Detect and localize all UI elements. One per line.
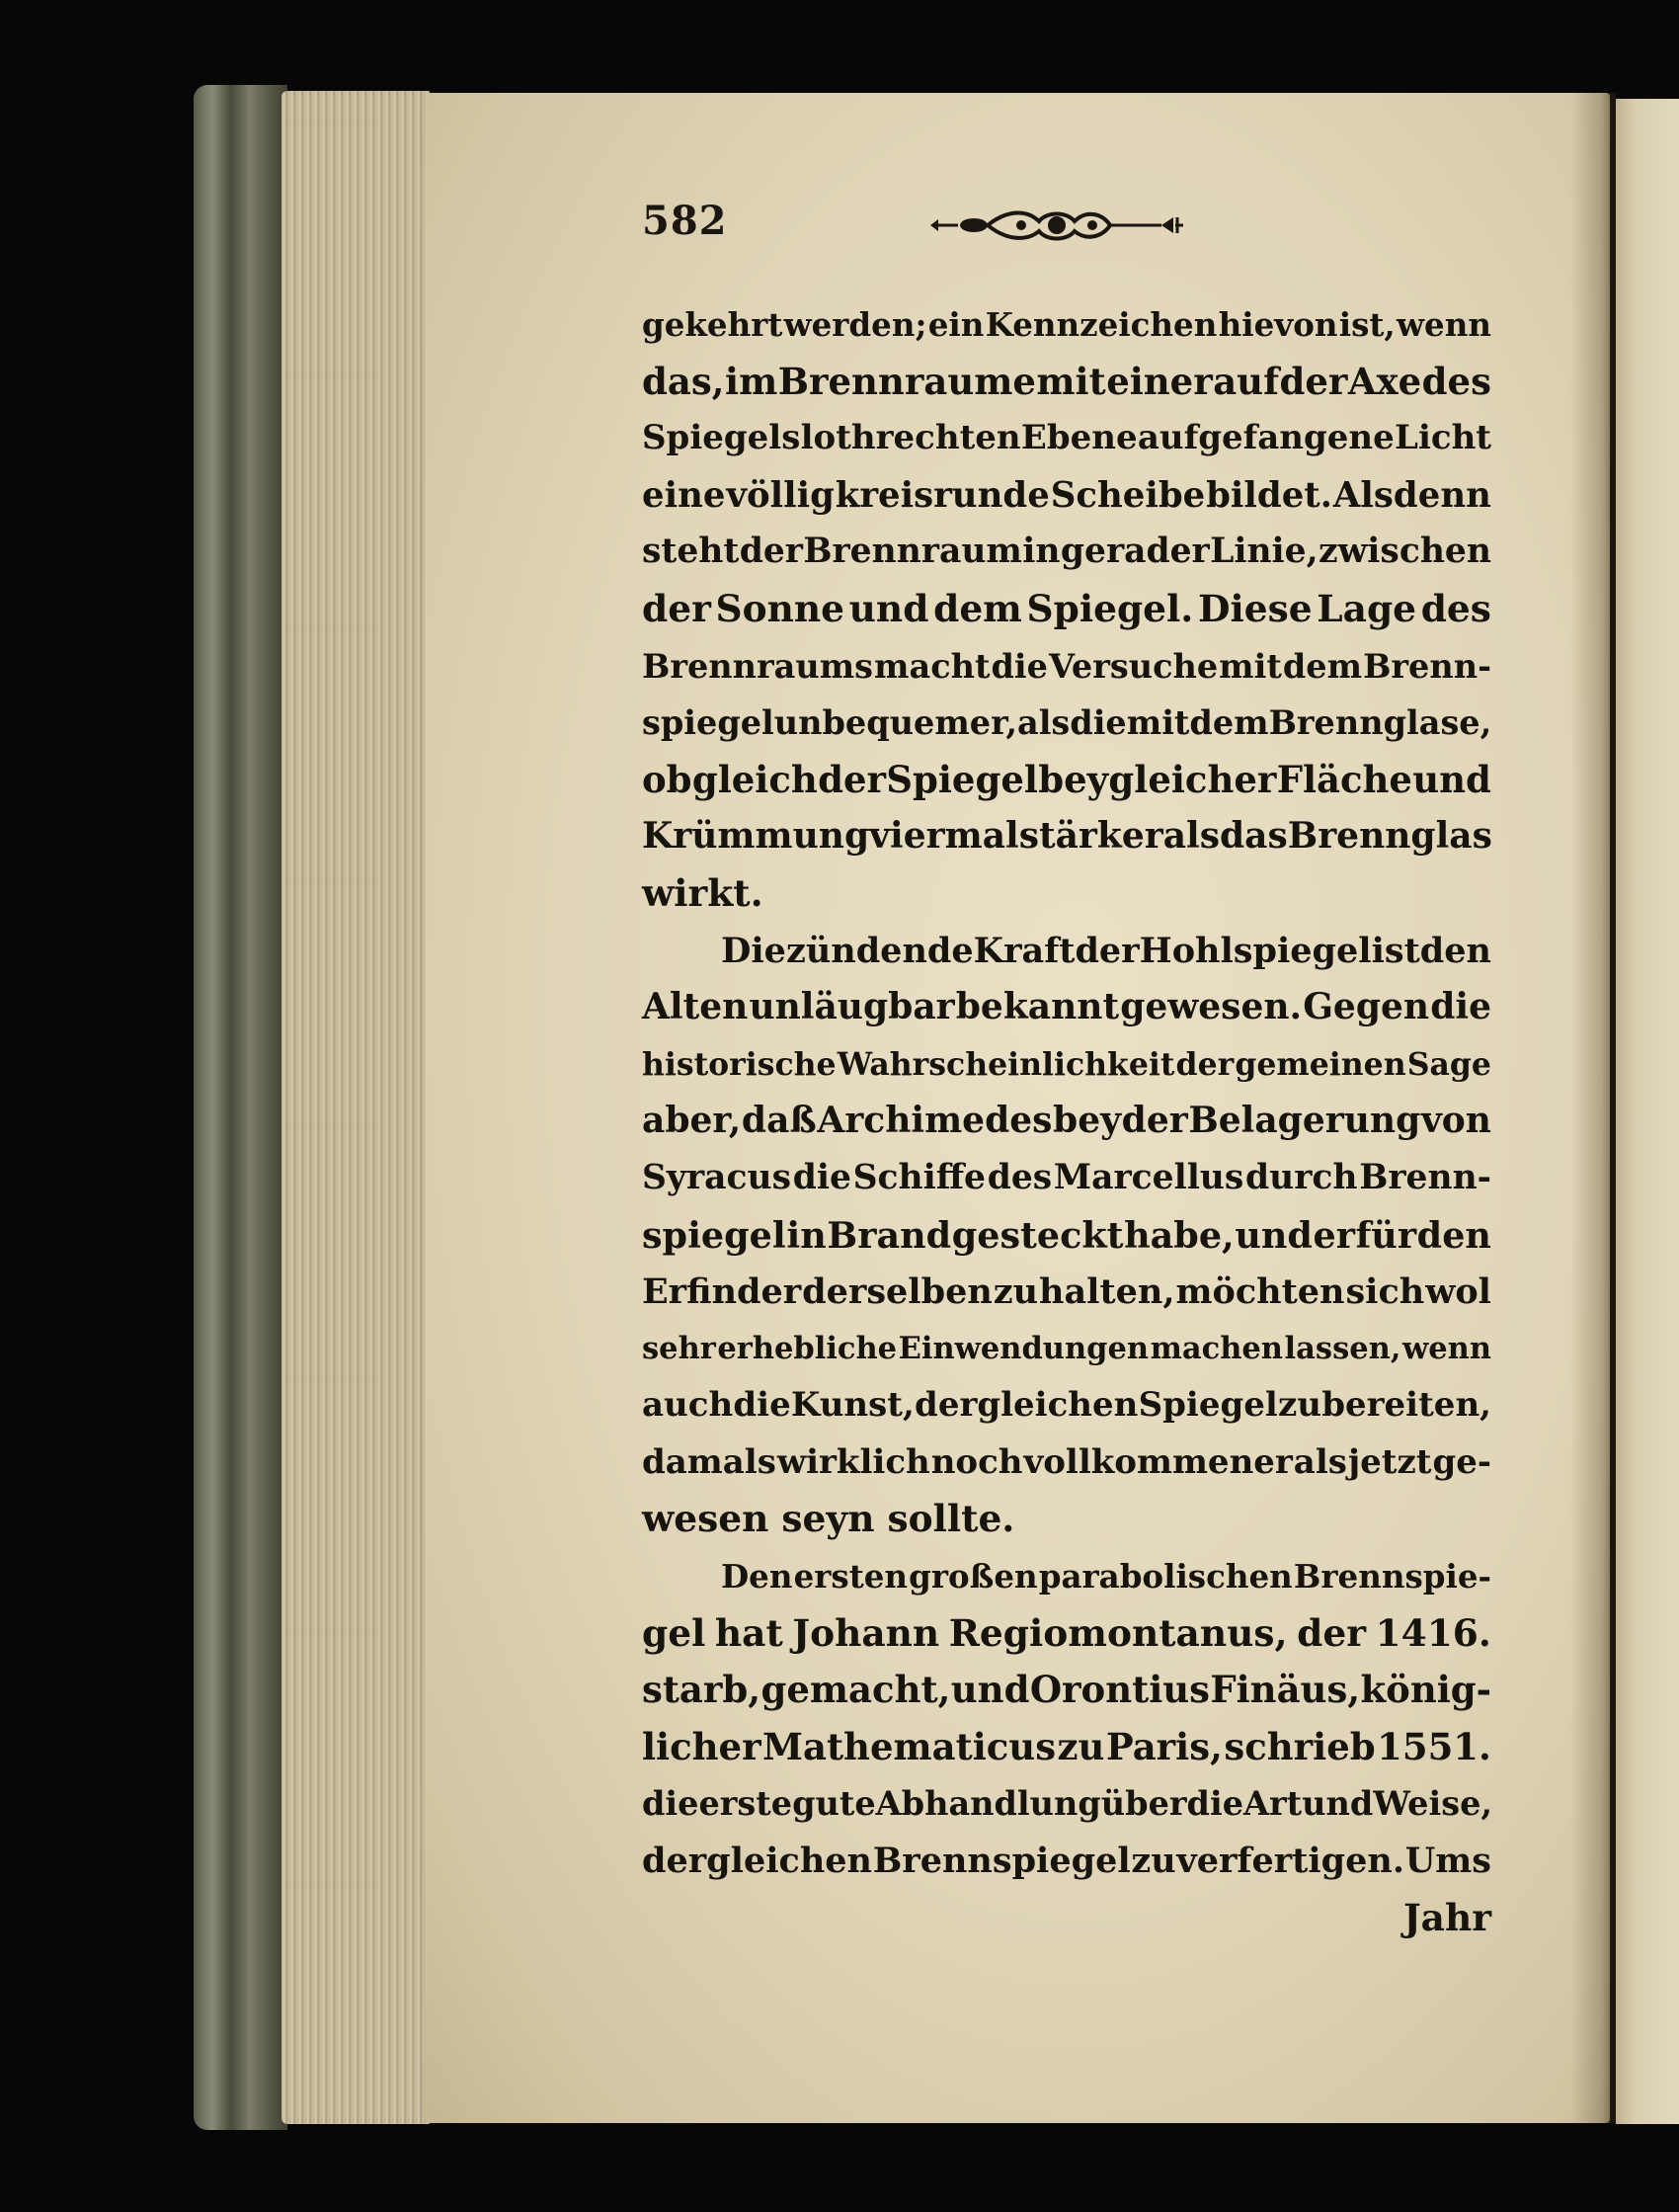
word: kreisrunde (835, 474, 1050, 516)
word: wirklich (776, 1441, 930, 1482)
word: zu (993, 1271, 1039, 1313)
word: werden; (783, 305, 927, 344)
word: Weise, (1373, 1784, 1493, 1824)
word: Krümmung (642, 815, 870, 858)
word: der (1121, 1100, 1188, 1142)
word: ge- (1432, 1441, 1491, 1482)
word: Orontius (1029, 1668, 1210, 1712)
word: Brennglase, (1268, 703, 1492, 743)
word: sich (1345, 1271, 1425, 1313)
word: mit (1036, 359, 1106, 403)
word: spiegel (642, 1213, 786, 1257)
word: mit (1219, 646, 1282, 686)
text-line (642, 410, 1491, 467)
word: der (1075, 930, 1140, 971)
word: ersten (793, 1557, 909, 1597)
word: für (1355, 1213, 1417, 1257)
word: Sonne (715, 586, 844, 630)
word: Spiegel (886, 757, 1038, 801)
word: in (1022, 532, 1061, 572)
word: bildet. (1206, 474, 1333, 516)
word: Gegen (1303, 986, 1430, 1028)
word: des (1420, 586, 1491, 630)
word: aufgefangene (1137, 418, 1395, 458)
word: noch (930, 1441, 1023, 1482)
word: viermal (869, 815, 1019, 858)
word: lassen, (1284, 1330, 1401, 1366)
word: starb, (642, 1668, 761, 1712)
text-line (642, 1605, 1491, 1663)
word: 1416. (1375, 1610, 1491, 1655)
word: den (1416, 1213, 1491, 1257)
word: Brennglas (1287, 815, 1492, 858)
word: gute (792, 1784, 876, 1824)
word: Finäus, (1210, 1668, 1361, 1712)
text-line (642, 1662, 1491, 1719)
text-line (642, 296, 1491, 354)
word: unläugbar (749, 986, 955, 1028)
word: Die (721, 930, 786, 971)
word: Mathematicus (762, 1724, 1057, 1768)
word: steht (642, 532, 740, 572)
word: einer (1106, 359, 1213, 403)
word: licher (642, 1724, 761, 1768)
word: ist, (1338, 305, 1396, 344)
word: Alten (642, 986, 749, 1028)
text-line: wesen seyn sollte. (642, 1497, 1015, 1541)
word: die (733, 1385, 791, 1426)
catchword: Jahr (1402, 1895, 1491, 1939)
word: Brenn- (1363, 646, 1491, 686)
word: Alsdenn (1332, 474, 1491, 516)
word: er (1313, 1213, 1355, 1257)
word: zwischen (1319, 532, 1491, 572)
word: Kraft (973, 930, 1076, 971)
word: das (1220, 815, 1288, 858)
word: gewesen. (1120, 986, 1303, 1028)
word: Ums (1404, 1841, 1491, 1882)
word: bey (1038, 757, 1109, 801)
word: derselben (802, 1271, 993, 1313)
word: der (1297, 1610, 1366, 1655)
word: dem (1282, 646, 1363, 686)
word: spiegel (642, 703, 774, 743)
word: aber, (642, 1100, 742, 1142)
word: die (991, 646, 1048, 686)
word: Fläche (1276, 757, 1412, 801)
word: gleich (691, 757, 818, 801)
word: verfertigen. (1176, 1841, 1405, 1882)
word: im (725, 359, 778, 403)
text-line (642, 1434, 1491, 1492)
word: vollkommener (1023, 1441, 1293, 1482)
word: zündende (785, 930, 974, 971)
word: Brennspie- (1293, 1557, 1491, 1597)
word: erste (698, 1784, 793, 1824)
word: Schiffe (852, 1157, 986, 1197)
word: und (1235, 1213, 1313, 1257)
word: Johann (792, 1610, 940, 1655)
word: auch (642, 1385, 734, 1426)
word: Brennraum (803, 532, 1022, 572)
word: über (1100, 1784, 1187, 1824)
body-text (642, 296, 1491, 1946)
word: Spiegels (642, 418, 801, 458)
word: Archimedes (817, 1100, 1053, 1142)
word: machen (1150, 1330, 1283, 1366)
word: parabolischen (1038, 1557, 1293, 1597)
word: halten, (1039, 1271, 1175, 1313)
word: Den (721, 1557, 793, 1597)
word: die (642, 1784, 699, 1824)
word: bereiten, (1321, 1385, 1491, 1426)
text-line (642, 695, 1491, 752)
word: Spiegel (1138, 1385, 1278, 1426)
word: Marcellus (1053, 1157, 1244, 1197)
word: ob (642, 757, 692, 801)
word: Kennzeichen (985, 305, 1218, 344)
word: des (1421, 359, 1491, 403)
word: auf (1213, 359, 1279, 403)
page-number: 582 (642, 198, 728, 244)
word: Brand (827, 1213, 952, 1257)
text-line (642, 1207, 1491, 1265)
word: als (1016, 703, 1071, 743)
text-line (642, 752, 1491, 809)
word: Abhandlung (875, 1784, 1101, 1824)
word: mit (1126, 703, 1190, 743)
word: macht (874, 646, 991, 686)
word: als (1162, 815, 1220, 858)
word: wenn (1397, 305, 1491, 344)
word: ist (1371, 930, 1420, 971)
text-line (642, 354, 1491, 411)
word: historische (642, 1045, 837, 1083)
word: und (1302, 1784, 1374, 1824)
word: gleicher (1108, 757, 1277, 801)
word: völlig (726, 474, 835, 516)
word: ein (927, 305, 985, 344)
facing-page-edge (1616, 99, 1679, 2124)
word: Hohlspiegel (1139, 930, 1372, 971)
word: der (642, 586, 711, 630)
word: in (786, 1213, 827, 1257)
word: Belagerung (1188, 1100, 1421, 1142)
word: Lage (1317, 586, 1417, 630)
word: die (792, 1157, 851, 1197)
word: als (1293, 1441, 1347, 1482)
word: des (987, 1157, 1053, 1197)
word: Scheibe (1050, 474, 1206, 516)
text-line (642, 581, 1491, 638)
word: gel (642, 1610, 706, 1655)
text-line (642, 638, 1491, 696)
word: Kunst, (790, 1385, 915, 1426)
word: Licht (1395, 418, 1491, 458)
word: unbequemer, (773, 703, 1017, 743)
text-line (642, 1719, 1491, 1776)
word: erhebliche (717, 1330, 898, 1366)
word: die (1430, 986, 1491, 1028)
text-line: wirkt. (642, 870, 763, 915)
word: Syracus (642, 1157, 792, 1197)
word: Spiegel. (1026, 586, 1194, 630)
word: dem (933, 586, 1022, 630)
word: bey (1053, 1100, 1122, 1142)
word: gemacht, (760, 1668, 951, 1712)
word: hievon (1218, 305, 1338, 344)
word: die (1186, 1784, 1244, 1824)
text-line (642, 923, 1491, 980)
word: Wahrscheinlichkeit (837, 1045, 1175, 1083)
word: habe, (1124, 1213, 1235, 1257)
word: hat (714, 1610, 783, 1655)
word: Ebene (1020, 418, 1138, 458)
word: schrieb (1224, 1724, 1376, 1768)
text-line (642, 979, 1491, 1036)
word: gekehrt (642, 305, 783, 344)
word: Paris, (1105, 1724, 1223, 1768)
word: zu (1278, 1385, 1322, 1426)
word: durch (1245, 1157, 1358, 1197)
word: daß (741, 1100, 817, 1142)
word: der (818, 757, 886, 801)
text-line (642, 1833, 1491, 1890)
word: Linie, (1210, 532, 1319, 572)
word: bekannt (955, 986, 1120, 1028)
text-line (642, 1377, 1491, 1434)
word: dergleichen (642, 1841, 872, 1882)
book-spine-edge (194, 85, 287, 2130)
text-line (642, 1775, 1491, 1833)
word: Sage (1406, 1045, 1491, 1083)
word: die (1070, 703, 1127, 743)
text-line (642, 1036, 1491, 1094)
word: 1551. (1377, 1724, 1491, 1768)
word: dem (1189, 703, 1269, 743)
word: wenn (1401, 1330, 1491, 1366)
word: möchten (1175, 1271, 1345, 1313)
word: stärker (1018, 815, 1163, 858)
word: der (739, 532, 803, 572)
word: wol (1425, 1271, 1491, 1313)
word: Brennraume (777, 359, 1036, 403)
page-stack-edge (281, 91, 430, 2124)
text-line (642, 1150, 1491, 1207)
page-header (642, 198, 1195, 257)
word: und (1412, 757, 1491, 801)
catchword-line (642, 1890, 1491, 1947)
word: zu (1057, 1724, 1105, 1768)
word: Brennraums (642, 646, 874, 686)
text-line (642, 1264, 1491, 1321)
word: Versuche (1048, 646, 1219, 686)
word: eine (642, 474, 726, 516)
text-line (642, 1093, 1491, 1150)
word: und (950, 1668, 1030, 1712)
word: Erfinder (642, 1271, 802, 1313)
word: der (1279, 359, 1348, 403)
text-line (642, 467, 1491, 525)
word: Regiomontanus, (948, 1610, 1288, 1655)
word: von (1420, 1100, 1491, 1142)
word: jetzt (1347, 1441, 1432, 1482)
text-line (642, 524, 1491, 581)
word: der (1175, 1045, 1235, 1083)
word: sehr (642, 1330, 716, 1366)
word: Diese (1198, 586, 1313, 630)
word: zu (1131, 1841, 1176, 1882)
word: könig- (1360, 1668, 1491, 1712)
word: Axe (1347, 359, 1422, 403)
text-line (642, 1548, 1491, 1605)
word: Brennspiegel (872, 1841, 1131, 1882)
word: und (848, 586, 929, 630)
word: gemeinen (1235, 1045, 1406, 1083)
word: Art (1243, 1784, 1303, 1824)
word: den (1419, 930, 1491, 971)
word: großen (909, 1557, 1038, 1597)
word: gesteckt (951, 1213, 1124, 1257)
text-line (642, 808, 1491, 865)
word: damals (642, 1441, 776, 1482)
word: Einwendungen (898, 1330, 1150, 1366)
word: lothrechten (800, 418, 1021, 458)
vine-ornament-icon (928, 204, 1185, 247)
word: Brenn- (1359, 1157, 1491, 1197)
word: gerader (1060, 532, 1210, 572)
word: das, (642, 359, 725, 403)
text-line (642, 1321, 1491, 1378)
word: dergleichen (915, 1385, 1139, 1426)
page-gutter-shadow (1570, 93, 1616, 2123)
